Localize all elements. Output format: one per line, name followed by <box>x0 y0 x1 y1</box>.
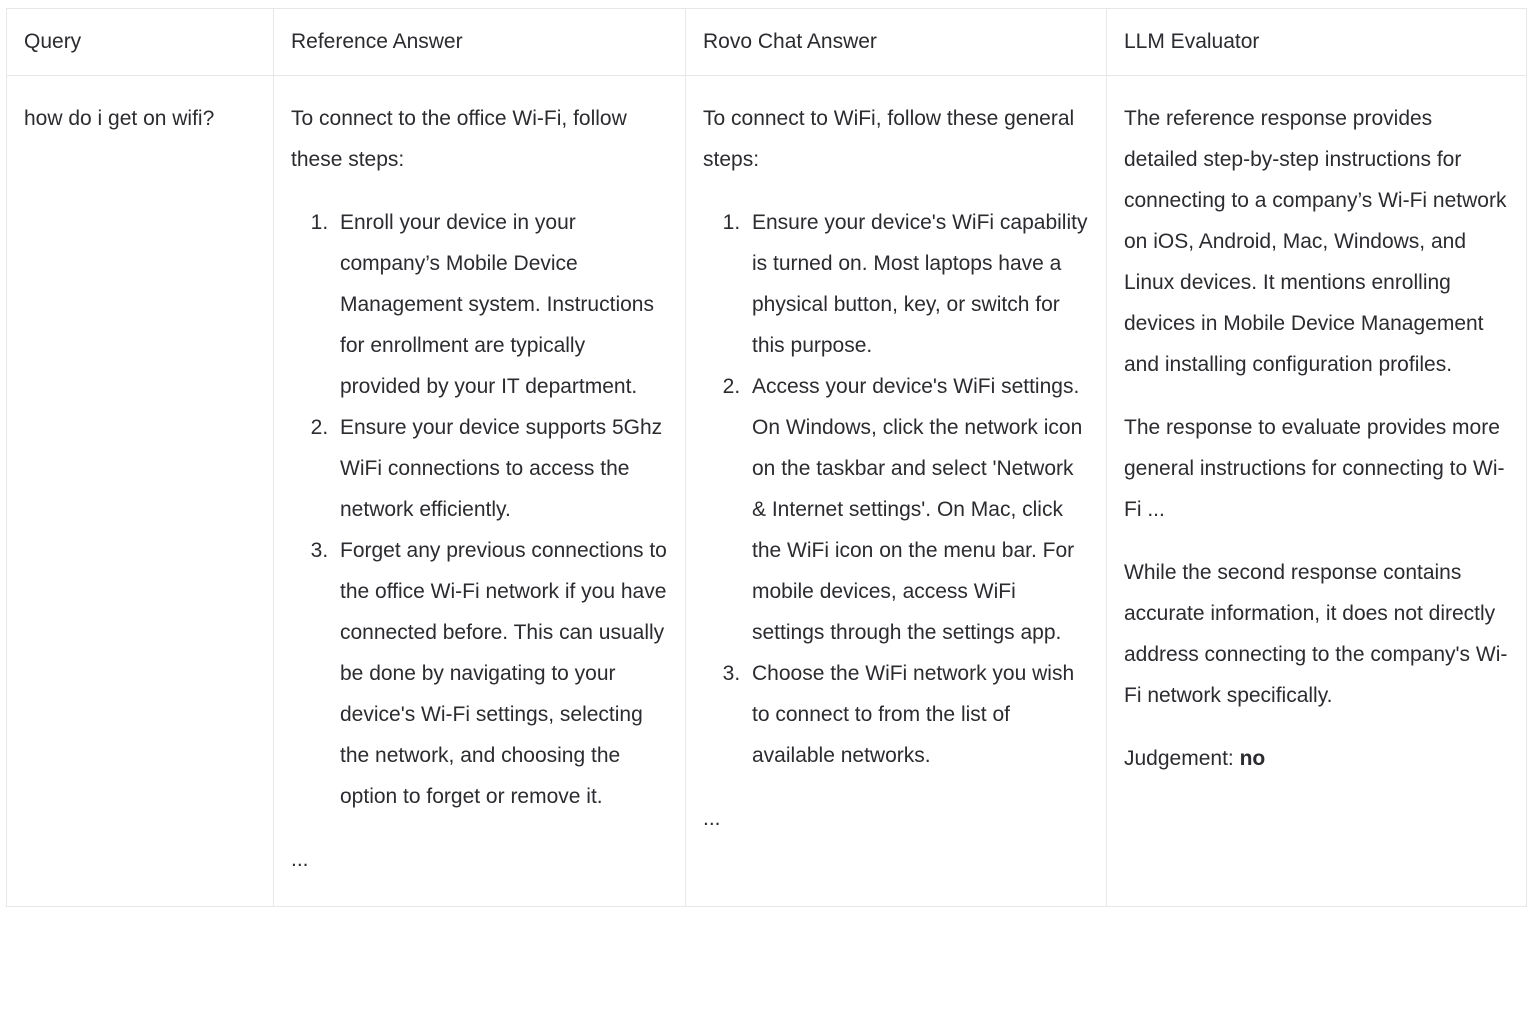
list-item: 3. Choose the WiFi network you wish to connect to from the list of available networks. <box>746 653 1090 776</box>
judgement-value: no <box>1239 747 1266 770</box>
list-item: 1. Enroll your device in your company’s Mobile Device Management system. Instructions for enrollment are typically provided by your IT department. <box>334 202 669 407</box>
list-item: 2. Ensure your device supports 5Ghz WiFi connections to access the network efficiently. <box>334 407 669 530</box>
evaluation-table-container <box>6 8 1526 1011</box>
table-header-row <box>7 9 1527 76</box>
reference-answer-intro: To connect to the office Wi-Fi, follow these steps: <box>291 107 627 171</box>
column-header-llm-evaluator: LLM Evaluator <box>1107 9 1527 76</box>
reference-answer-body <box>291 98 669 880</box>
llm-evaluator-paragraph-response-summary: The response to evaluate provides more general instructions for connecting to Wi-Fi ... <box>1124 416 1505 521</box>
cell-query <box>7 76 274 907</box>
query-text-body <box>24 98 257 139</box>
reference-answer-truncation-ellipsis: ... <box>291 848 309 871</box>
llm-evaluator-body <box>1124 98 1510 779</box>
rovo-chat-answer-body <box>703 98 1090 839</box>
cell-reference-answer <box>274 76 686 907</box>
rovo-chat-answer-intro: To connect to WiFi, follow these general steps: <box>703 107 1075 171</box>
table-body <box>7 76 1527 907</box>
column-header-reference-answer: Reference Answer <box>274 9 686 76</box>
table-header <box>7 9 1527 76</box>
column-header-rovo-chat-answer: Rovo Chat Answer <box>686 9 1107 76</box>
list-item: 3. Forget any previous connections to the office Wi-Fi network if you have connected before. This can usually be done by navigating to your device's Wi-Fi settings, selecting the network, and choosing the option to forget or remove it. <box>334 530 669 817</box>
cell-llm-evaluator <box>1107 76 1527 907</box>
llm-evaluator-paragraph-comparison: While the second response contains accurate information, it does not directly address connecting to the company's Wi-Fi network specifically. <box>1124 561 1508 707</box>
reference-answer-steps <box>291 202 669 817</box>
query-text: how do i get on wifi? <box>24 107 215 130</box>
column-header-query: Query <box>7 9 274 76</box>
llm-evaluator-judgement <box>1124 738 1510 779</box>
llm-evaluator-paragraph-reference-summary: The reference response provides detailed step-by-step instructions for connecting to a company’s Wi-Fi network on iOS, Android, Mac, Windows, and Linux devices. It mentions enrolling devices in Mobile Device Management and installing configuration profiles. <box>1124 107 1507 376</box>
table-row <box>7 76 1527 907</box>
cell-rovo-chat-answer <box>686 76 1107 907</box>
rovo-chat-answer-truncation-ellipsis: ... <box>703 807 721 830</box>
evaluation-table <box>6 8 1527 907</box>
rovo-chat-answer-steps <box>703 202 1090 776</box>
list-item: 1. Ensure your device's WiFi capability is turned on. Most laptops have a physical button, key, or switch for this purpose. <box>746 202 1090 366</box>
list-item: 2. Access your device's WiFi settings. On Windows, click the network icon on the taskbar and select 'Network & Internet settings'. On Mac, click the WiFi icon on the menu bar. For mobile devices, access WiFi settings through the settings app. <box>746 366 1090 653</box>
judgement-label: Judgement: <box>1124 747 1234 770</box>
